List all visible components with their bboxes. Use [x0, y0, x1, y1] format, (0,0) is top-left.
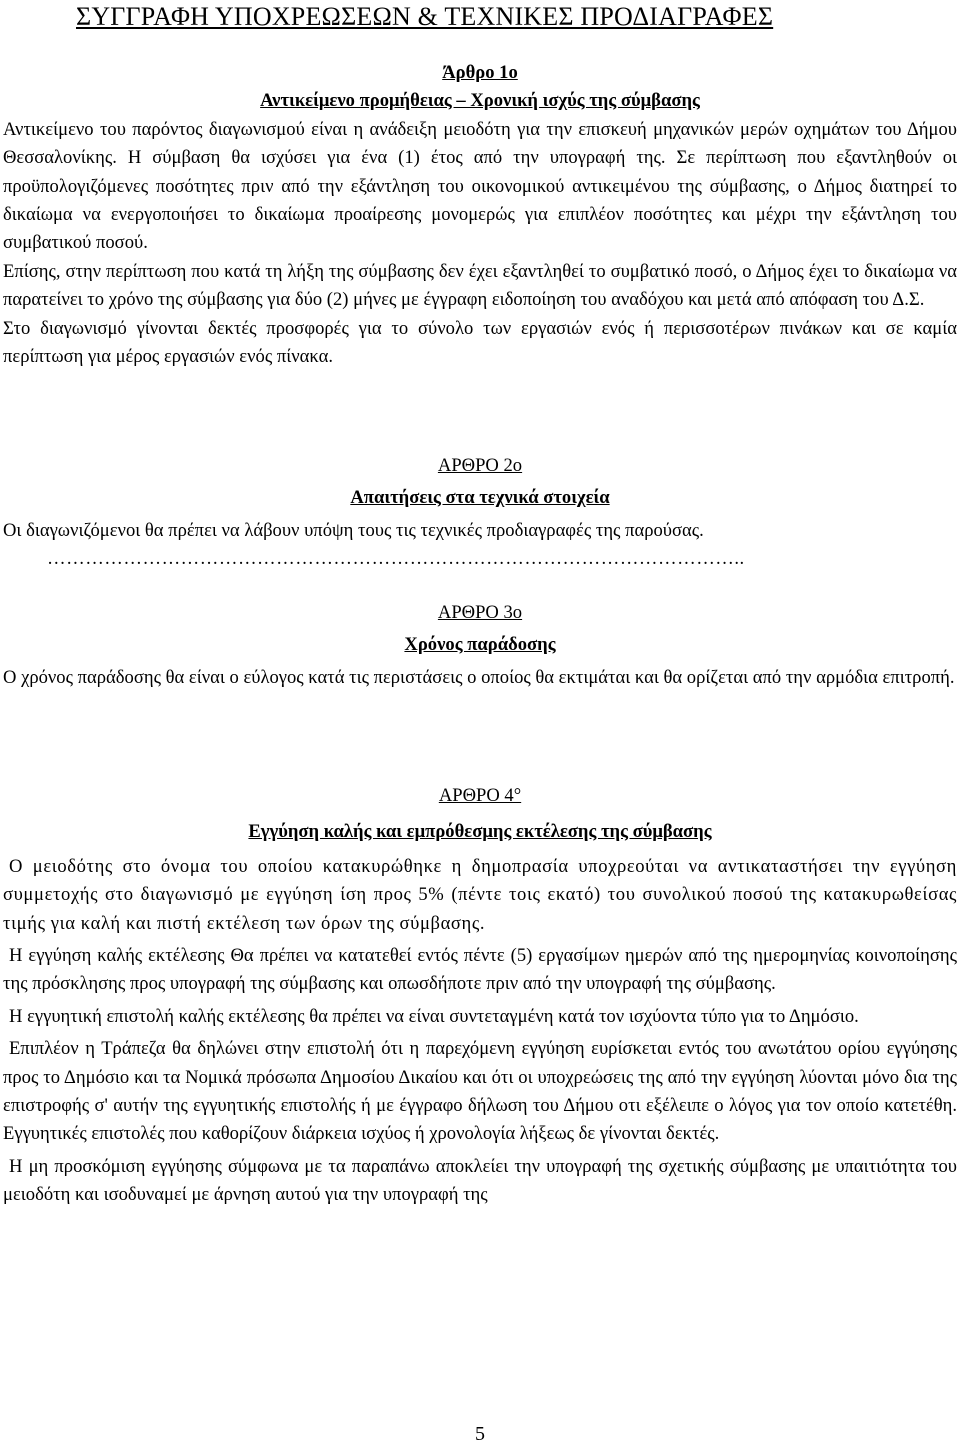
article-2-title: Απαιτήσεις στα τεχνικά στοιχεία — [350, 487, 610, 509]
document-title: ΣΥΓΓΡΑΦΗ ΥΠΟΧΡΕΩΣΕΩΝ & ΤΕΧΝΙΚΕΣ ΠΡΟΔΙΑΓΡΑΦΕΣ — [76, 2, 774, 31]
article-3-number: ΑΡΘΡΟ 3ο — [437, 602, 523, 623]
article-4-section — [3, 782, 957, 1210]
article-4-paragraph-2: Η εγγύηση καλής εκτέλεσης Θα πρέπει να κατατεθεί εντός πέντε (5) εργασίμων ημερών από της ημερομηνίας κοινοποίησης της πρόσκλησης προς υπογραφή της σύμβασης και οπωσδήποτε πριν από την υπογραφή της σύμβασης. — [3, 945, 957, 995]
article-4-paragraph-1: Ο μειοδότης στο όνομα του οποίου κατακυρώθηκε η δημοπρασία υποχρεούται να αντικαταστήσει την εγγύηση συμμετοχής στο διαγωνισμό με εγγύηση ίση προς 5% (πέντε τοις εκατό) του συνολικού ποσού της κατακυρωθείσας τιμής για καλή και πιστή εκτέλεση των όρων της σύμβασης. — [3, 855, 957, 934]
article-1-title: Αντικείμενο προμήθειας – Χρονική ισχύς της σύμβασης — [260, 90, 700, 112]
article-1-section — [3, 59, 957, 371]
article-2-dots: ……………………………………………………………………………………………….. — [47, 548, 745, 570]
article-3-title: Χρόνος παράδοσης — [404, 634, 556, 656]
article-4-number: ΑΡΘΡΟ 4° — [438, 785, 522, 806]
article-1-paragraph-1: Αντικείμενο του παρόντος διαγωνισμού είναι η ανάδειξη μειοδότη για την επισκευή μηχανικών μερών οχημάτων του Δήμου Θεσσαλονίκης. Η σύμβαση θα ισχύσει για ένα (1) έτος από την υπογραφή της. Σε περίπτωση που εξαντληθούν οι προϋπολογιζόμενες ποσότητες πριν από την εξάντληση του οικονομικού αντικειμένου της σύμβασης, ο Δήμος διατηρεί το δικαίωμα να ενεργοποιήσει το δικαίωμα προαίρεσης μονομερώς για επιπλέον ποσότητες και μέχρι την εξάντληση του συμβατικού ποσού. — [3, 118, 957, 254]
article-1-number: Άρθρο 1ο — [442, 62, 518, 83]
article-4-paragraph-5: Η μη προσκόμιση εγγύησης σύμφωνα με τα παραπάνω αποκλείει την υπογραφή της σχετικής σύμβασης με υπαιτιότητα του μειοδότη και ισοδυναμεί με άρνηση αυτού για την υπογραφή της — [3, 1155, 957, 1206]
article-2-section — [3, 452, 957, 574]
article-2-number: ΑΡΘΡΟ 2ο — [437, 455, 523, 476]
article-2-paragraph: Οι διαγωνιζόμενοι θα πρέπει να λάβουν υπόψη τους τις τεχνικές προδιαγραφές της παρούσας. — [3, 519, 704, 541]
page-number: 5 — [475, 1423, 485, 1445]
article-1-paragraph-3: Στο διαγωνισμό γίνονται δεκτές προσφορές για το σύνολο των εργασιών ενός ή περισσοτέρων πινάκων και σε καμία περίπτωση για μέρος εργασιών ενός πίνακα. — [3, 317, 957, 368]
article-3-paragraph: Ο χρόνος παράδοσης θα είναι ο εύλογος κατά τις περιστάσεις ο οποίος θα εκτιμάται και θα ορίζεται από την αρμόδια επιτροπή. — [3, 666, 955, 688]
article-1-paragraph-2: Επίσης, στην περίπτωση που κατά τη λήξη της σύμβασης δεν έχει εξαντληθεί το συμβατικό ποσό, ο Δήμος έχει το δικαίωμα να παρατείνει το χρόνο της σύμβασης για δύο (2) μήνες με έγγραφη ειδοποίηση του αναδόχου και μετά από απόφαση του Δ.Σ. — [3, 260, 957, 311]
article-4-paragraph-3: Η εγγυητική επιστολή καλής εκτέλεσης θα πρέπει να είναι συντεταγμένη κατά τον ισχύοντα τύπο για το Δημόσιο. — [9, 1005, 859, 1027]
article-4-title: Εγγύηση καλής και εμπρόθεσμης εκτέλεσης της σύμβασης — [248, 821, 712, 843]
article-4-paragraph-4: Επιπλέον η Τράπεζα θα δηλώνει στην επιστολή ότι η παρεχόμενη εγγύηση ευρίσκεται εντός του ανωτάτου ορίου εγγύησης προς το Δημόσιο και τα Νομικά πρόσωπα Δημοσίου Δικαίου και ότι οι υποχρεώσεις της από την εγγύηση λύονται μόνο δια της επιστροφής σ' αυτήν της εγγυητικής επιστολής ή με έγγραφο δήλωση του Δήμου οτι εξέλειπε ο λόγος για τον οποίο κατετέθη. Εγγυητικές επιστολές που καθορίζουν διάρκεια ισχύος ή χρονολογία λήξεως δε γίνονται δεκτές. — [3, 1038, 957, 1145]
article-3-section — [3, 599, 957, 692]
